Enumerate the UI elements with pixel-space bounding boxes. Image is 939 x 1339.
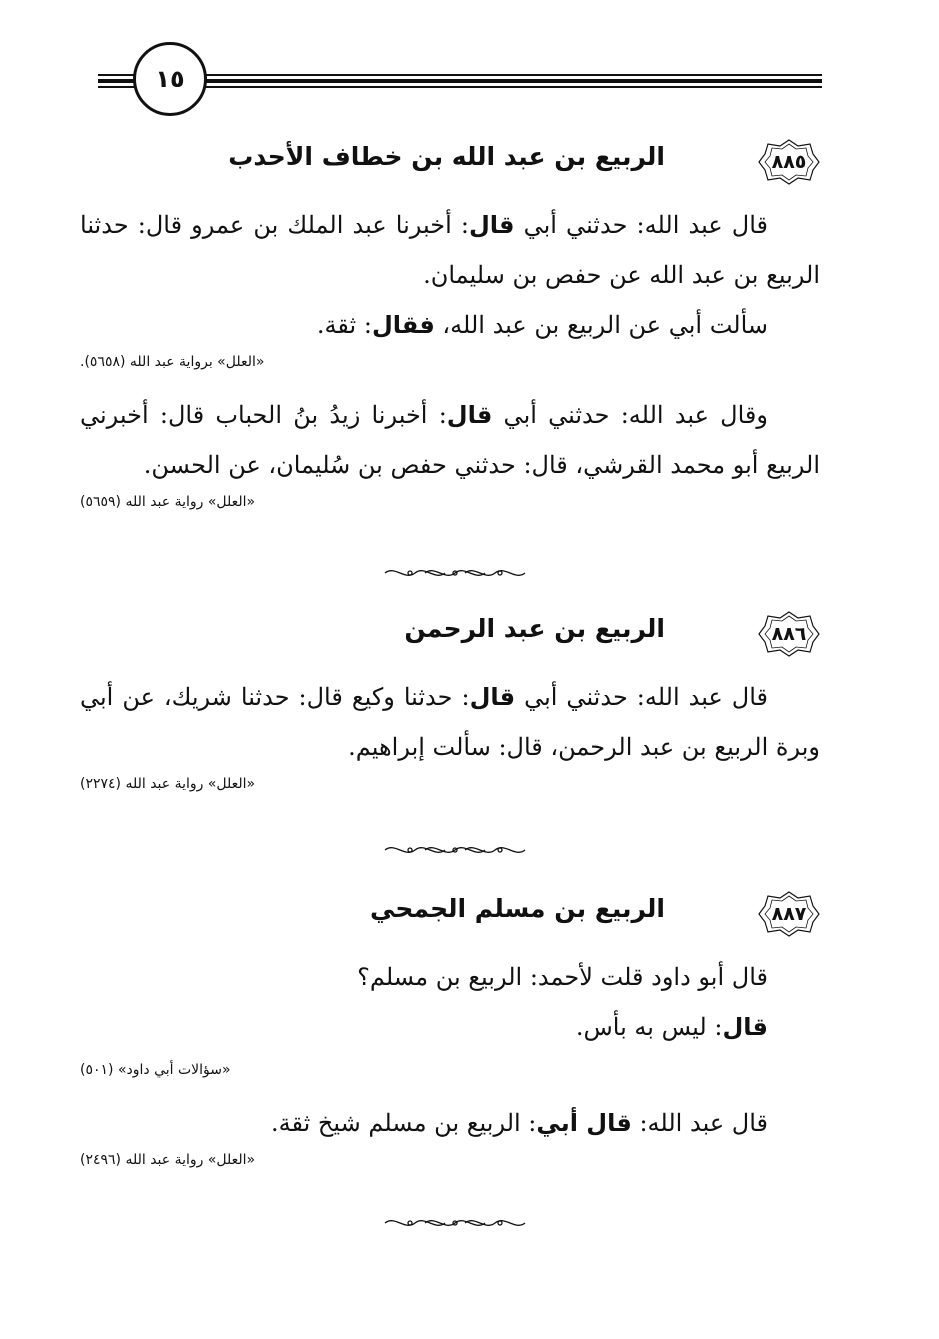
entry-number: ٨٨٥	[771, 151, 807, 173]
text-run: : ليس به بأس.	[575, 1013, 723, 1041]
ornament-divider	[380, 565, 530, 581]
citation: «العلل» برواية عبد الله (٥٦٥٨).	[80, 354, 265, 370]
text-run: : حدثنا وكيع قال: حدثنا شريك، عن أبي وبرة الربيع بن عبد الرحمن، قال: سألت إبراهيم.	[80, 683, 820, 761]
page-header	[0, 0, 939, 120]
text-run: قال عبد الله: حدثني أبي	[514, 211, 768, 239]
text-run: قال عبد الله: حدثني أبي	[515, 683, 768, 711]
text-run: : الربيع بن مسلم شيخ ثقة.	[270, 1109, 537, 1137]
entry-number-badge	[758, 138, 820, 186]
ornament-divider	[380, 1215, 530, 1231]
bold-word: قال أبي	[536, 1109, 632, 1137]
text-run: سألت أبي عن الربيع بن عبد الله،	[434, 311, 768, 339]
entry-886	[80, 610, 820, 812]
bold-word: قال	[446, 401, 493, 429]
text-run: : أخبرنا زيدُ بنُ الحباب قال: أخبرني الربيع أبو محمد القرشي، قال: حدثني حفص بن سُليمان، عن الحسن.	[80, 401, 820, 479]
entry-number-badge	[758, 890, 820, 938]
entry-title: الربيع بن عبد الرحمن	[404, 614, 665, 643]
text-run: وقال عبد الله: حدثني أبي	[492, 401, 768, 429]
paragraph	[80, 1098, 820, 1148]
paragraph	[80, 1002, 820, 1052]
entry-title: الربيع بن مسلم الجمحي	[370, 894, 665, 923]
bold-word: قال	[722, 1013, 768, 1041]
bold-word: قال	[469, 683, 516, 711]
paragraph	[80, 390, 820, 490]
ornament-divider	[380, 842, 530, 858]
entry-title: الربيع بن عبد الله بن خطاف الأحدب	[228, 142, 665, 171]
entry-887	[80, 890, 820, 1188]
entry-number: ٨٨٧	[771, 903, 807, 925]
entry-header	[80, 610, 820, 664]
entry-header	[80, 138, 820, 192]
citation: «سؤالات أبي داود» (٥٠١)	[80, 1062, 231, 1078]
citation: «العلل» رواية عبد الله (٥٦٥٩)	[80, 494, 256, 510]
paragraph	[80, 672, 820, 772]
text-run: : ثقة.	[316, 311, 372, 339]
paragraph	[80, 200, 820, 300]
paragraph	[80, 300, 820, 350]
text-run: : أخبرنا عبد الملك بن عمرو قال: حدثنا الربيع بن عبد الله عن حفص بن سليمان.	[80, 211, 820, 289]
bold-word: فقال	[371, 311, 435, 339]
citation: «العلل» رواية عبد الله (٢٤٩٦)	[80, 1152, 256, 1168]
entry-number-badge	[758, 610, 820, 658]
entry-number: ٨٨٦	[771, 623, 807, 645]
citation: «العلل» رواية عبد الله (٢٢٧٤)	[80, 776, 256, 792]
page-number: ١٥	[133, 42, 207, 116]
paragraph: قال أبو داود قلت لأحمد: الربيع بن مسلم؟	[357, 963, 768, 991]
entry-header	[80, 890, 820, 944]
text-run: قال عبد الله:	[631, 1109, 768, 1137]
bold-word: قال	[468, 211, 515, 239]
entry-885	[80, 138, 820, 530]
